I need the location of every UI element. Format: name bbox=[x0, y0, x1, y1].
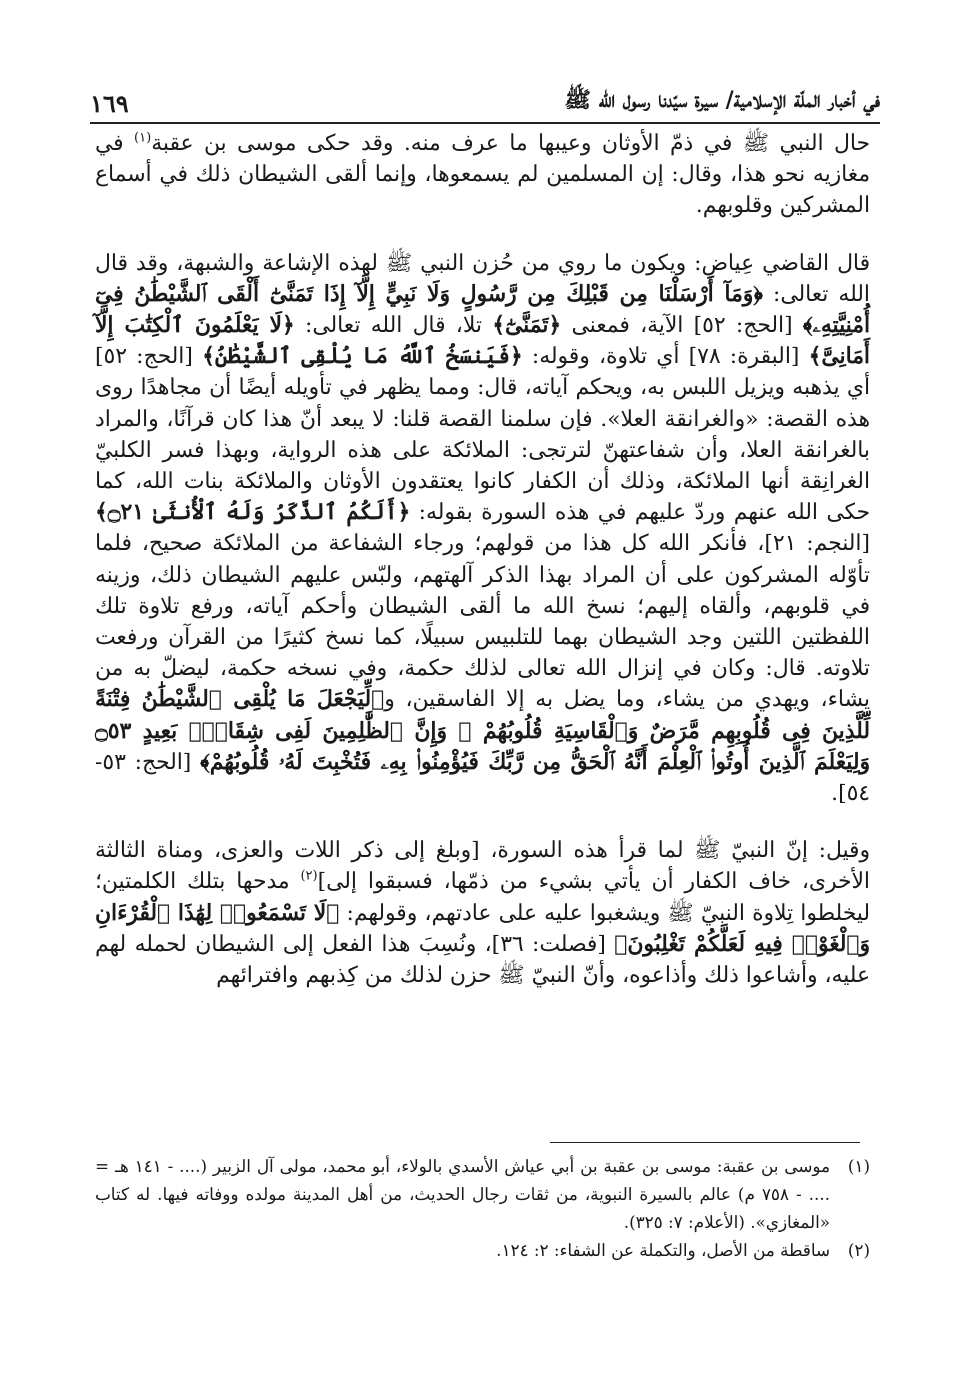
footnote-2 bbox=[95, 1236, 870, 1264]
quran-verse: ﴿أَلَكُمُ ٱلذَّكَرُ وَلَهُ ٱلْأُنثَىٰ ۝٢١﴾ bbox=[95, 500, 411, 526]
paragraph-text: حال النبي ﷺ في ذمّ الأوثان وعيبها ما عرف منه. وقد حكى موسى بن عقبة bbox=[151, 131, 870, 156]
footnote-number: (٢) bbox=[847, 1240, 870, 1260]
paragraph-text: [فصلت: ٣٦]، ونُسِبَ هذا الفعل إلى الشيطان لحمله لهم عليه، وأشاعوا ذلك وأذاعوه، وأنّ النبيّ ﷺ حزن لذلك من كِذبهم وافترائهم bbox=[95, 931, 870, 989]
footnotes bbox=[95, 1152, 870, 1264]
paragraph-text: [النجم: ٢١]، فأنكر الله كل هذا من قولهم؛ ورجاء الشفاعة من الملائكة صحيح، فلما تأوّله المشركون على أن المراد بهذا الذكر آلهتهم، ولبّس عليهم الشيطان ذلك، وزينه في قلوبهم، وألقاه إليهم؛ نسخ الله ما ألقى الشيطان وأحكم آياته، ورفع تلاوة تلك اللفظتين اللتين وجد الشيطان بهما للتلبيس سبيلًا، كما نسخ كثيرًا من القرآن ورفعت تلاوته. قال: وكان في إنزال الله تعالى لذلك حكمة، وفي نسخه حكمة، ليضلّ به من يشاء، ويهدي من يشاء، وما يضل به إلا الفاسقين، و bbox=[95, 531, 870, 713]
paragraph-text: [الحج: ٥٣- ٥٤]. bbox=[95, 749, 870, 807]
main-text bbox=[95, 128, 870, 991]
paragraph-text: في مغازيه نحو هذا، وقال: إن المسلمين لم يسمعوها، وإنما ألقى الشيطان ذلك في أسماع المشركين وقلوبهم. bbox=[95, 131, 870, 219]
paragraph-text: [الحج: ٥٢] الآية، فمعنى bbox=[561, 313, 803, 339]
footnote-separator bbox=[550, 1142, 860, 1143]
quran-verse: ﴿لِّيَجْعَلَ مَا يُلْقِى ٱلشَّيْطَٰنُ فِتْنَةً لِّلَّذِينَ فِى قُلُوبِهِم مَّرَضٌ وَٱلْقَاسِيَةِ قُلُوبُهُمْ ۗ وَإِنَّ ٱلظَّٰلِمِينَ لَفِى شِقَاقٍۭ بَعِيدٍ ۝٥٣ وَلِيَعْلَمَ ٱلَّذِينَ أُوتُوا۟ ٱلْعِلْمَ أَنَّهُ ٱلْحَقُّ مِن رَّبِّكَ فَيُؤْمِنُوا۟ بِهِۦ فَتُخْبِتَ لَهُۥ قُلُوبُهُمْ﴾ bbox=[95, 687, 870, 775]
paragraph-2 bbox=[95, 248, 870, 810]
paragraph-text: مدحها بتلك الكلمتين؛ ليخلطوا تِلاوة النبيّ ﷺ ويشغبوا عليه على عادتهم، وقولهم: bbox=[95, 869, 870, 926]
footnote-number: (١) bbox=[847, 1156, 870, 1176]
paragraph-gap bbox=[95, 809, 870, 835]
footnote-ref-2: (٢) bbox=[300, 869, 318, 885]
page-number: ١٦٩ bbox=[90, 89, 129, 118]
paragraph-gap bbox=[95, 222, 870, 248]
paragraph-text: وقيل: إنّ النبيّ ﷺ لما قرأ هذه السورة، [وبلغ إلى ذكر اللات والعزى، ومناة الثالثة الأخرى، خاف الكفار أن يأتي بشيء من ذمّها، فسبقوا إلى] bbox=[95, 838, 870, 895]
footnote-text: ساقطة من الأصل، والتكملة عن الشفاء: ٢: ١٢٤. bbox=[496, 1240, 830, 1260]
quran-verse: ﴿لَا يَعْلَمُونَ ٱلْكِتَٰبَ إِلَّآ أَمَانِىَّ﴾ bbox=[95, 313, 870, 370]
running-head: في أخبار الملّة الإسلامية/ سيرة سيّدنا رسول الله ﷺ bbox=[564, 87, 880, 113]
paragraph-1 bbox=[95, 128, 870, 222]
paragraph-3 bbox=[95, 835, 870, 991]
paragraph-text: [الحج: ٥٢] أي يذهبه ويزيل اللبس به، ويحكم آياته، قال: ومما يظهر في تأويله أيضًا أن مجاهدًا روى هذه القصة: «والغرانقة العلا». فإن سلمنا القصة قلنا: لا يبعد أنّ هذا كان قرآنًا، والمراد بالغرانقة العلا، وأن شفاعتهنّ لترتجى: الملائكة على هذه الرواية، وبهذا فسر الكلبيّ الغرانِقة أنها الملائكة، وذلك أن الكفار كانوا يعتقدون الأوثان والملائكة بنات الله، كما حكى الله عنهم وردّ عليهم في هذه السورة بقوله: bbox=[95, 344, 871, 526]
paragraph-text: تلا، قال الله تعالى: bbox=[294, 313, 493, 339]
quran-verse: ﴿وَمَآ أَرْسَلْنَا مِن قَبْلِكَ مِن رَّسُولٍ وَلَا نَبِيٍّ إِلَّآ إِذَا تَمَنَّىٰٓ أَلْقَى ٱلشَّيْطَٰنُ فِىٓ أُمْنِيَّتِهِۦ﴾ bbox=[95, 281, 870, 339]
page-header bbox=[90, 80, 880, 124]
footnote-1 bbox=[95, 1152, 870, 1236]
paragraph-text: [البقرة: ٧٨] أي تلاوة، وقوله: bbox=[522, 344, 809, 370]
paragraph-text: قال القاضي عِياض: ويكون ما روي من حُزن النبي ﷺ لهذه الإشاعة والشبهة، وقد قال الله تعالى: bbox=[95, 250, 870, 307]
quran-verse: ﴿لَا تَسْمَعُوا۟ لِهَٰذَا ٱلْقُرْءَانِ وَٱلْغَوْا۟ فِيهِ لَعَلَّكُمْ تَغْلِبُونَ﴾ bbox=[95, 900, 870, 957]
footnote-ref-1: (١) bbox=[134, 130, 152, 146]
quran-verse: ﴿تَمَنَّىٰٓ﴾ bbox=[492, 313, 562, 339]
footnote-text: موسى بن عقبة: موسى بن عقبة بن أبي عياش الأسدي بالولاء، أبو محمد، مولى آل الزبير (.... - ١٤١ هـ = .... - ٧٥٨ م) عالم بالسيرة النبوية، من ثقات رجال الحديث، من أهل المدينة مولده ووفاته فيها. له كتاب «المغازي». (الأعلام: ٧: ٣٢٥). bbox=[95, 1156, 830, 1232]
quran-verse: ﴿فَيَنسَخُ ٱللَّهُ مَا يُلْقِى ٱلشَّيْطَٰنُ﴾ bbox=[202, 344, 523, 370]
